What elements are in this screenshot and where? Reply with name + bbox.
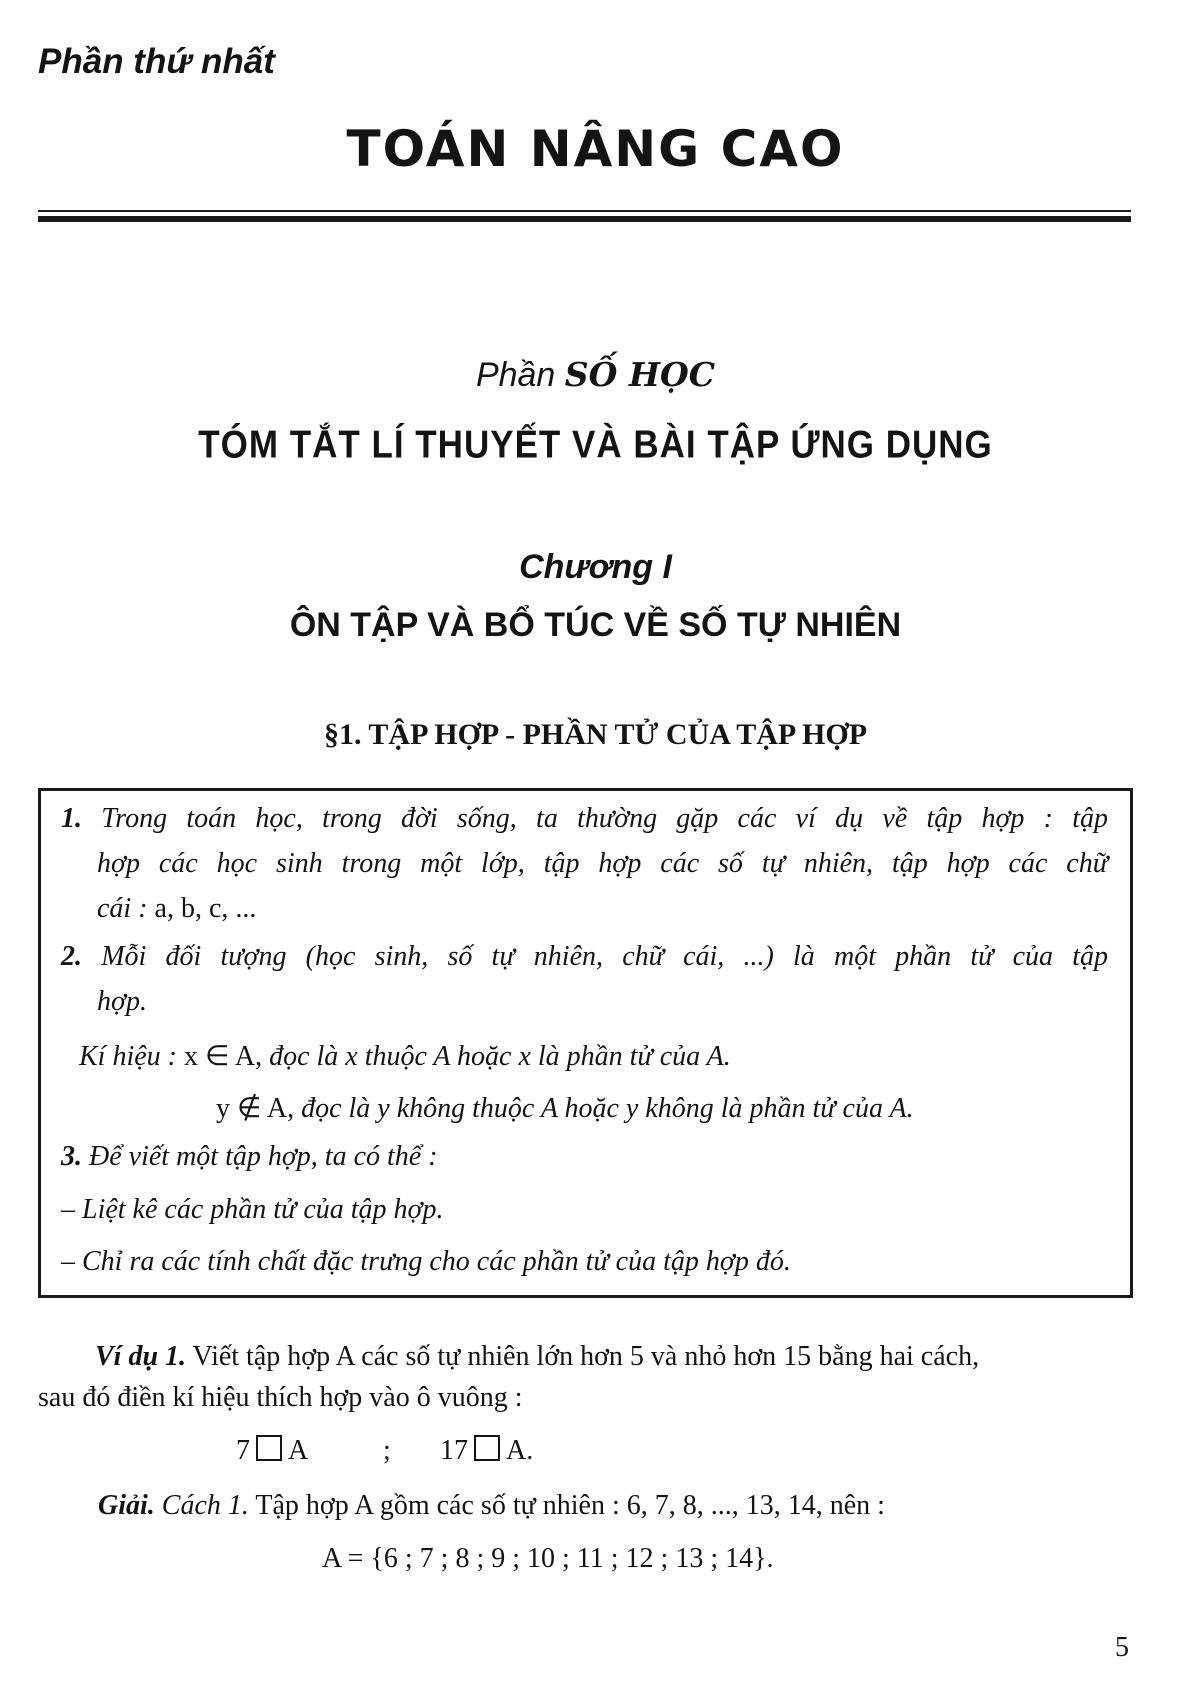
title-rule-thin <box>38 210 1131 212</box>
exercise-separator: ; <box>383 1435 391 1466</box>
page-number: 5 <box>1115 1632 1129 1663</box>
theory-item-3-line-1 <box>61 1141 438 1173</box>
solution-method-label: Cách 1. <box>154 1490 249 1521</box>
lesson-title: §1. TẬP HỢP - PHẦN TỬ CỦA TẬP HỢP <box>323 718 868 751</box>
answer-box-right <box>474 1435 500 1461</box>
theory-item-1-line-3 <box>97 893 256 925</box>
solution-label: Giải. <box>98 1490 155 1521</box>
exercise-right-number: 17 <box>440 1435 468 1466</box>
example-line-2: sau đó điền kí hiệu thích hợp vào ô vuông : <box>38 1382 523 1413</box>
example-label: Ví dụ 1. <box>95 1341 187 1372</box>
solution-line-1 <box>98 1490 885 1522</box>
theory-item-1-line-1 <box>61 803 1108 835</box>
chapter-label: Chương I <box>519 548 672 586</box>
section-subtitle: TÓM TẮT LÍ THUYẾT VÀ BÀI TẬP ỨNG DỤNG <box>198 422 993 467</box>
part-label: Phần thứ nhất <box>38 42 275 81</box>
theory-item-2-line-2: hợp. <box>97 986 147 1017</box>
theory-item-1-text: Trong toán học, trong đời sống, ta thường gặp các ví dụ về tập hợp : tập <box>101 803 1108 834</box>
notation-1-text: đọc là x thuộc A hoặc x là phần tử của A. <box>262 1041 731 1072</box>
theory-bullet-1: – Liệt kê các phần tử của tập hợp. <box>61 1194 444 1225</box>
notation-1-symbol: x ∈ A, <box>184 1041 263 1072</box>
solution-text: Tập hợp A gồm các số tự nhiên : 6, 7, 8, ..., 13, 14, nên : <box>248 1490 885 1521</box>
theory-item-2-line-1 <box>61 941 1108 973</box>
notation-2-symbol: y ∉ A, <box>216 1093 295 1124</box>
example-line-1 <box>95 1341 979 1373</box>
section-part-heading <box>0 355 1191 395</box>
theory-item-1-line-2: hợp các học sinh trong một lớp, tập hợp các số tự nhiên, tập hợp các chữ <box>97 848 1108 879</box>
example-text: Viết tập hợp A các số tự nhiên lớn hơn 5 và nhỏ hơn 15 bằng hai cách, <box>186 1341 980 1372</box>
theory-item-1-letters: a, b, c, ... <box>154 893 257 924</box>
theory-bullet-2: – Chỉ ra các tính chất đặc trưng cho các phần tử của tập hợp đó. <box>61 1246 791 1277</box>
theory-item-2-text: Mỗi đối tượng (học sinh, số tự nhiên, chữ cái, ...) là một phần tử của tập <box>101 941 1109 972</box>
section-part-name: SỐ HỌC <box>564 355 716 394</box>
chapter-title: ÔN TẬP VÀ BỔ TÚC VỀ SỐ TỰ NHIÊN <box>289 606 902 644</box>
theory-item-1-line-3-italic: cái : <box>97 893 155 924</box>
notation-2-text: đọc là y không thuộc A hoặc y không là phần tử của A. <box>294 1093 914 1124</box>
exercise-left <box>236 1435 308 1467</box>
answer-box-left <box>256 1435 282 1461</box>
exercise-left-number: 7 <box>236 1435 250 1466</box>
theory-item-2-number: 2. <box>61 941 82 972</box>
exercise-left-set: A <box>288 1435 309 1466</box>
theory-item-3-number: 3. <box>61 1141 82 1172</box>
notation-line-2 <box>216 1091 914 1125</box>
title-rule-thick <box>38 216 1131 222</box>
exercise-right <box>440 1435 533 1467</box>
notation-label: Kí hiệu : <box>79 1041 184 1072</box>
section-part-prefix: Phần <box>475 356 565 394</box>
solution-set-line: A = {6 ; 7 ; 8 ; 9 ; 10 ; 11 ; 12 ; 13 ; 14}. <box>322 1543 774 1574</box>
main-title: TOÁN NÂNG CAO <box>346 120 845 178</box>
exercise-right-set: A. <box>506 1435 534 1466</box>
notation-line-1 <box>79 1039 731 1073</box>
theory-item-3-text: Để viết một tập hợp, ta có thể : <box>89 1141 438 1172</box>
theory-item-1-number: 1. <box>61 803 82 834</box>
theory-box <box>38 788 1133 1298</box>
